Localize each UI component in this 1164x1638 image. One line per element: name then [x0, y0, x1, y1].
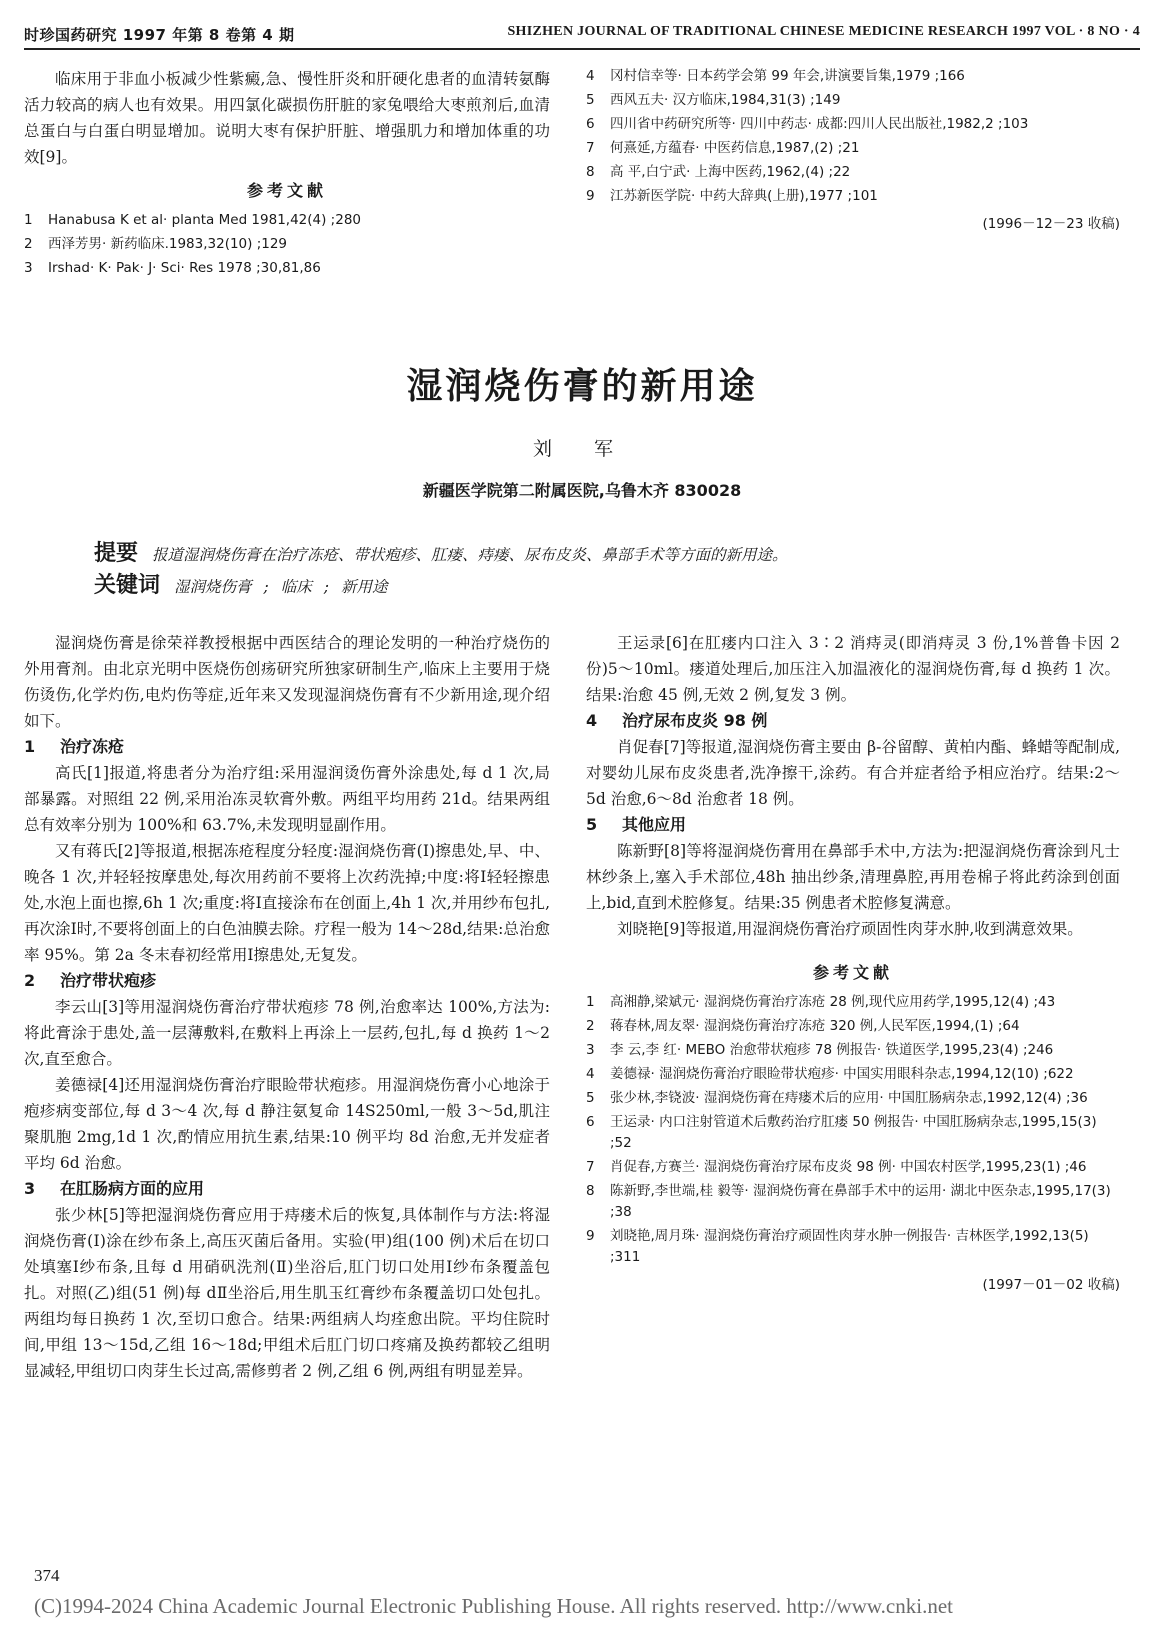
prev-reference-item	[586, 66, 1120, 87]
prev-references-title: 参考文献	[246, 181, 327, 200]
prev-article-right-column	[586, 66, 1120, 237]
ref-number: 1	[586, 994, 595, 1010]
intro-paragraph: 湿润烧伤膏是徐荣祥教授根据中西医结合的理论发明的一种治疗烧伤的外用膏剂。由北京光明中医烧伤创疡研究所独家研制生产,临床上主要用于烧伤烫伤,化学灼伤,电灼伤等症,近年来又发现湿润烧伤膏有不少新用途,现介绍如下。	[24, 634, 550, 730]
body-paragraph: 陈新野[8]等将湿润烧伤膏用在鼻部手术中,方法为:把湿润烧伤膏涂到凡士林纱条上,塞入手术部位,48h 抽出纱条,清理鼻腔,再用卷棉子将此药涂到创面上,bid,直到术腔修复。结果:35 例患者术腔修复满意。	[586, 842, 1120, 912]
prev-article-left-column	[24, 66, 550, 282]
body-paragraph: 刘晓艳[9]等报道,用湿润烧伤膏治疗顽固性肉芽水肿,收到满意效果。	[617, 920, 1083, 938]
reference-item	[586, 1016, 1120, 1037]
body-paragraph: 肖促春[7]等报道,湿润烧伤膏主要由 β-谷留醇、黄柏内酯、蜂蜡等配制成,对婴幼儿尿布皮炎患者,洗净擦干,涂药。有合并症者给予相应治疗。结果:2～5d 治愈,6～8d 治愈者 18 例。	[586, 738, 1120, 808]
ref-number: 3	[586, 1042, 595, 1058]
ref-text: 何熹延,方蕴春· 中医药信息,1987,(2) ;21	[610, 140, 860, 156]
ref-number: 7	[586, 1159, 595, 1175]
ref-number: 9	[586, 1228, 595, 1244]
prev-reference-item	[24, 234, 550, 255]
journal-header-cn: 时珍国药研究 1997 年第 8 卷第 4 期	[24, 26, 295, 44]
section-heading	[586, 708, 1120, 734]
body-paragraph: 李云山[3]等用湿润烧伤膏治疗带状疱疹 78 例,治愈率达 100%,方法为:将此膏涂于患处,盖一层薄敷料,在敷料上再涂上一层药,包扎,每 d 换药 1～2 次,直至愈合。	[24, 998, 550, 1068]
keyword: 新用途	[341, 578, 388, 596]
abstract	[94, 536, 1094, 567]
keyword: 湿润烧伤膏	[174, 578, 252, 596]
body-paragraph: 张少林[5]等把湿润烧伤膏应用于痔瘘术后的恢复,具体制作与方法:将湿润烧伤膏(Ⅰ)涂在纱布条上,高压灭菌后备用。实验(甲)组(100 例)术后在切口处填塞Ⅰ纱布条,且每 d 用硝矾洗剂(Ⅱ)坐浴后,肛门切口处用Ⅰ纱布条覆盖包扎。对照(乙)组(51 例)每 dⅡ坐浴后,用生肌玉红膏纱布条覆盖切口处包扎。两组均每日换药 1 次,至切口愈合。结果:两组病人均痊愈出院。平均住院时间,甲组 13～15d,乙组 16～18d;甲组术后肛门切口疼痛及换药都较乙组明显减轻,甲组切口肉芽生长过高,需修剪者 2 例,乙组 6 例,两组有明显差异。	[24, 1206, 550, 1380]
ref-number: 8	[586, 164, 595, 180]
section-title: 治疗带状疱疹	[60, 971, 157, 990]
ref-number: 2	[586, 1018, 595, 1034]
section-heading	[24, 968, 550, 994]
ref-number: 4	[586, 68, 595, 84]
reference-item	[586, 1088, 1120, 1109]
keyword: 临床	[280, 578, 312, 596]
ref-text: Hanabusa K et al· planta Med 1981,42(4) ;280	[48, 212, 361, 228]
ref-text: Irshad· K· Pak· J· Sci· Res 1978 ;30,81,86	[48, 260, 321, 276]
section-number: 3	[24, 1179, 36, 1198]
ref-number: 7	[586, 140, 595, 156]
ref-text: 刘晓艳,周月珠· 湿润烧伤膏治疗顽固性肉芽水肿一例报告· 吉林医学,1992,13(5) ;311	[610, 1228, 1089, 1265]
references-title: 参考文献	[812, 963, 893, 982]
ref-number: 5	[586, 1090, 595, 1106]
section-title: 治疗冻疮	[60, 737, 125, 756]
ref-text: 陈新野,李世端,桂 毅等· 湿润烧伤膏在鼻部手术中的运用· 湖北中医杂志,1995,17(3) ;38	[610, 1183, 1111, 1220]
ref-text: 李 云,李 红· MEBO 治愈带状疱疹 78 例报告· 铁道医学,1995,23(4) ;246	[610, 1042, 1054, 1058]
reference-item	[586, 1157, 1120, 1178]
ref-text: 蒋春林,周友翠· 湿润烧伤膏治疗冻疮 320 例,人民军医,1994,(1) ;64	[610, 1018, 1020, 1034]
header-rule	[24, 48, 1140, 50]
ref-number: 3	[24, 260, 33, 276]
body-left-column	[24, 630, 550, 1384]
ref-text: 四川省中药研究所等· 四川中药志· 成都:四川人民出版社,1982,2 ;103	[610, 116, 1029, 132]
page-number: 374	[34, 1566, 60, 1585]
section-number: 4	[586, 711, 598, 730]
prev-reference-item	[586, 138, 1120, 159]
abstract-text: 报道湿润烧伤膏在治疗冻疮、带状疱疹、肛瘘、痔瘘、尿布皮炎、鼻部手术等方面的新用途。	[152, 546, 788, 564]
reference-item	[586, 1181, 1120, 1223]
ref-number: 6	[586, 1114, 595, 1130]
section-title: 在肛肠病方面的应用	[60, 1179, 205, 1198]
section-number: 2	[24, 971, 36, 990]
prev-reference-item	[586, 186, 1120, 207]
ref-text: 高湘静,梁斌元· 湿润烧伤膏治疗冻疮 28 例,现代应用药学,1995,12(4) ;43	[610, 994, 1056, 1010]
ref-text: 冈村信幸等· 日本药学会第 99 年会,讲演要旨集,1979 ;166	[610, 68, 965, 84]
ref-text: 姜德禄· 湿润烧伤膏治疗眼睑带状疱疹· 中国实用眼科杂志,1994,12(10) ;622	[610, 1066, 1074, 1082]
section-title: 其他应用	[622, 815, 687, 834]
ref-text: 江苏新医学院· 中药大辞典(上册),1977 ;101	[610, 188, 878, 204]
copyright-footer: (C)1994-2024 China Academic Journal Electronic Publishing House. All rights reserved. http://www.cnki.net	[34, 1594, 953, 1618]
ref-text: 高 平,白宁武· 上海中医药,1962,(4) ;22	[610, 164, 851, 180]
reference-item	[586, 1064, 1120, 1085]
article-title: 湿润烧伤膏的新用途	[406, 366, 758, 407]
reference-item	[586, 1040, 1120, 1061]
ref-number: 1	[24, 212, 33, 228]
reference-item	[586, 1226, 1120, 1268]
journal-header-en: SHIZHEN JOURNAL OF TRADITIONAL CHINESE MEDICINE RESEARCH 1997 VOL · 8 NO · 4	[507, 24, 1140, 39]
ref-number: 6	[586, 116, 595, 132]
prev-reference-item	[24, 258, 550, 279]
article-author: 刘 军	[532, 438, 632, 460]
ref-text: 西风五夫· 汉方临床,1984,31(3) ;149	[610, 92, 841, 108]
ref-text: 王运录· 内口注射管道术后敷药治疗肛瘘 50 例报告· 中国肛肠病杂志,1995,15(3) ;52	[610, 1114, 1097, 1151]
section-number: 5	[586, 815, 598, 834]
section-heading	[24, 1176, 550, 1202]
section-heading	[586, 812, 1120, 838]
reference-item	[586, 1112, 1120, 1154]
prev-reference-item	[586, 114, 1120, 135]
body-right-column	[586, 630, 1120, 1298]
prev-article-paragraph: 临床用于非血小板减少性紫癜,急、慢性肝炎和肝硬化患者的血清转氨酶活力较高的病人也有效果。用四氯化碳损伤肝脏的家兔喂给大枣煎剂后,血清总蛋白与白蛋白明显增加。说明大枣有保护肝脏、增强肌力和增加体重的功效[9]。	[24, 70, 550, 166]
section-heading	[24, 734, 550, 760]
ref-text: 张少林,李铙波· 湿润烧伤膏在痔瘘术后的应用· 中国肛肠病杂志,1992,12(4) ;36	[610, 1090, 1088, 1106]
body-paragraph: 姜德禄[4]还用湿润烧伤膏治疗眼睑带状疱疹。用湿润烧伤膏小心地涂于疱疹病变部位,每 d 3～4 次,每 d 静注氨复命 14S250ml,一般 3～5d,肌注聚肌胞 2mg,1d 1 次,酌情应用抗生素,结果:10 例平均 8d 治愈,无并发症者平均 6d 治愈。	[24, 1076, 550, 1172]
keywords: 关键词 湿润烧伤膏 ; 临床 ; 新用途	[94, 573, 388, 598]
ref-number: 2	[24, 236, 33, 252]
prev-received-date: (1996－12－23 收稿)	[982, 216, 1120, 232]
prev-reference-item	[586, 90, 1120, 111]
reference-item	[586, 992, 1120, 1013]
ref-number: 8	[586, 1183, 595, 1199]
ref-number: 5	[586, 92, 595, 108]
ref-number: 4	[586, 1066, 595, 1082]
abstract-label: 提要	[94, 541, 139, 566]
body-paragraph: 又有蒋氏[2]等报道,根据冻疮程度分轻度:湿润烧伤膏(Ⅰ)擦患处,早、中、晚各 1 次,并轻轻按摩患处,每次用药前不要将上次药洗掉;中度:将Ⅰ轻轻擦患处,水泡上面也擦,6h 1 次;重度:将Ⅰ直接涂布在创面上,4h 1 次,并用纱布包扎,再次涂Ⅰ时,不要将创面上的白色油膜去除。疗程一般为 14～28d,结果:总治愈率 95%。第 2a 冬末春初经常用Ⅰ擦患处,无复发。	[24, 842, 550, 964]
ref-number: 9	[586, 188, 595, 204]
body-paragraph: 高氏[1]报道,将患者分为治疗组:采用湿润烫伤膏外涂患处,每 d 1 次,局部暴露。对照组 22 例,采用治冻灵软膏外敷。两组平均用药 21d。结果两组总有效率分别为 100%和 63.7%,未发现明显副作用。	[24, 764, 550, 834]
received-date: (1997－01－02 收稿)	[982, 1277, 1120, 1293]
article-affiliation: 新疆医学院第二附属医院,乌鲁木齐 830028	[422, 481, 742, 500]
body-paragraph: 王运录[6]在肛瘘内口注入 3∶2 消痔灵(即消痔灵 3 份,1%普鲁卡因 2 份)5～10ml。瘘道处理后,加压注入加温液化的湿润烧伤膏,每 d 换药 1 次。结果:治愈 45 例,无效 2 例,复发 3 例。	[586, 634, 1120, 704]
prev-reference-item	[24, 210, 550, 231]
keywords-label: 关键词	[94, 573, 161, 598]
ref-text: 肖促春,方赛兰· 湿润烧伤膏治疗尿布皮炎 98 例· 中国农村医学,1995,23(1) ;46	[610, 1159, 1087, 1175]
prev-reference-item	[586, 162, 1120, 183]
ref-text: 西泽芳男· 新药临床.1983,32(10) ;129	[48, 236, 288, 252]
section-number: 1	[24, 737, 36, 756]
section-title: 治疗尿布皮炎 98 例	[622, 711, 768, 730]
